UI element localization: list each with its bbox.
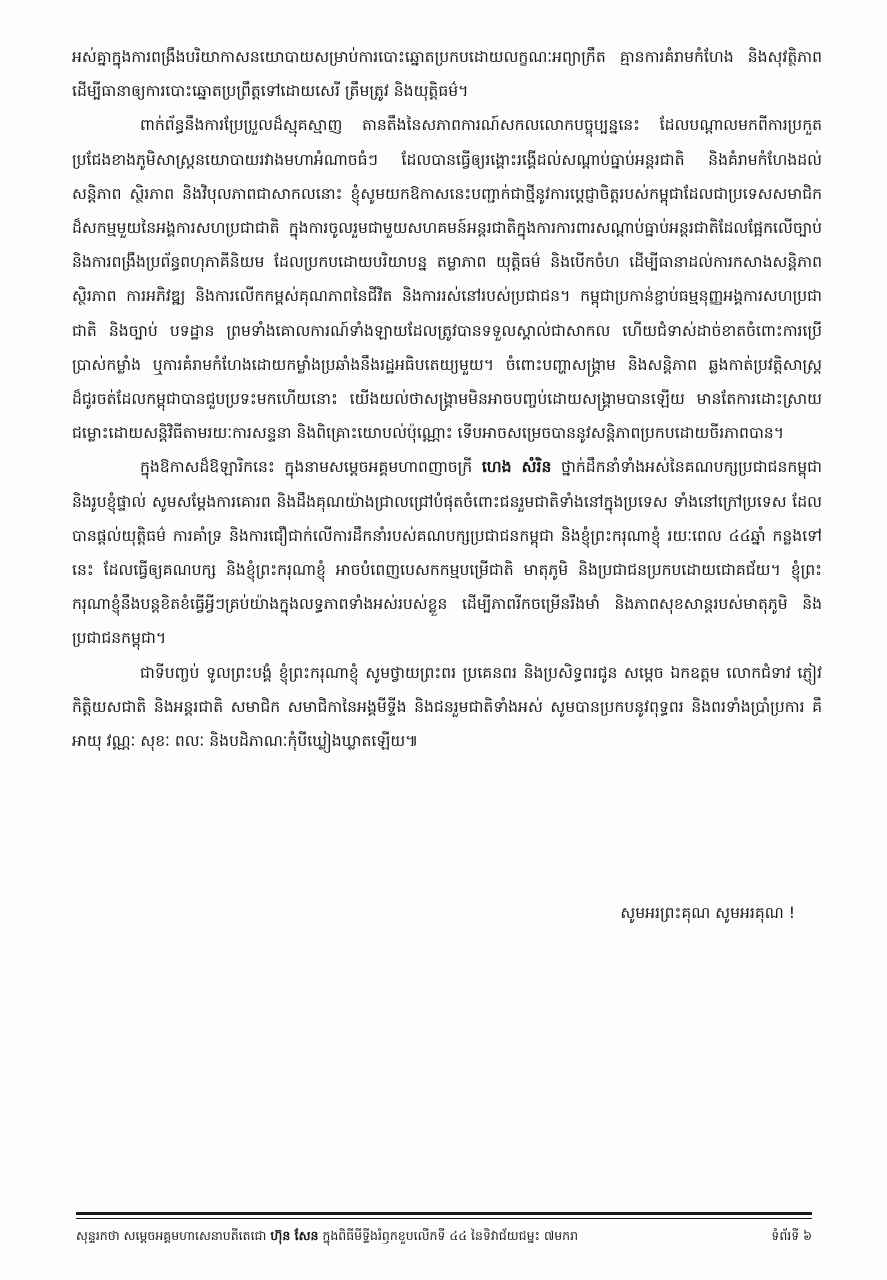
footer-caption bbox=[76, 1224, 578, 1248]
paragraph-1: អស់គ្នាក្នុងការពង្រឹងបរិយាកាសនយោបាយសម្រាប់ការបោះឆ្នោតប្រកបដោយលក្ខណៈអព្យាក្រឹត គ្មានការគំរាមកំហែង និងសុវត្ថិភាព ដើម្បីធានាឲ្យការបោះឆ្នោតប្រព្រឹត្តទៅដោយសេរី ត្រឹមត្រូវ និងយុត្តិធម៌។ bbox=[72, 48, 822, 101]
paragraph-2: ពាក់ព័ន្ធនឹងការប្រែប្រួលដ៏ស្មុគស្មាញ តានតឹងនៃសភាពការណ៍សកលលោកបច្ចុប្បន្ននេះ ដែលបណ្តាលមកពីការប្រកួតប្រជែងខាងភូមិសាស្ត្រនយោបាយរវាងមហាអំណាចធំៗ ដែលបានធ្វើឲ្យរង្គោះរង្គើដល់សណ្តាប់ធ្នាប់អន្តរជាតិ និងគំរាមកំហែងដល់សន្តិភាព ស្ថិរភាព និងវិបុលភាពជាសាកលនោះ ខ្ញុំសូមយកឱកាសនេះបញ្ជាក់ជាថ្មីនូវការប្តេជ្ញាចិត្តរបស់កម្ពុជាដែលជាប្រទេសសមាជិកដ៏សកម្មមួយនៃអង្គការសហប្រជាជាតិ ក្នុងការចូលរួមជាមួយសហគមន៍អន្តរជាតិក្នុងការការពារសណ្តាប់ធ្នាប់អន្តរជាតិដែលផ្អែកលើច្បាប់ និងការពង្រឹងប្រព័ន្ធពហុភាគីនិយម ដែលប្រកបដោយបរិយាបន្ន តម្លាភាព យុត្តិធម៌ និងបើកចំហ ដើម្បីធានាដល់ការកសាងសន្តិភាព ស្ថិរភាព ការអភិវឌ្ឍ និងការលើកកម្ពស់គុណភាពនៃជីវិត និងការរស់នៅរបស់ប្រជាជន។ កម្ពុជាប្រកាន់ខ្ជាប់ធម្មនុញ្ញអង្គការសហប្រជាជាតិ និងច្បាប់ បទដ្ឋាន ព្រមទាំងគោលការណ៍ទាំងឡាយដែលត្រូវបានទទួលស្គាល់ជាសាកល ហើយជំទាស់ដាច់ខាតចំពោះការប្រើប្រាស់កម្លាំង ឬការគំរាមកំហែងដោយកម្លាំងប្រឆាំងនឹងរដ្ឋអធិបតេយ្យមួយ។ ចំពោះបញ្ហាសង្គ្រាម និងសន្តិភាព ឆ្លងកាត់ប្រវត្តិសាស្ត្រដ៏ជូរចត់ដែលកម្ពុជាបានជួបប្រទះមកហើយនោះ យើងយល់ថាសង្គ្រាមមិនអាចបញ្ចប់ដោយសង្គ្រាមបានឡើយ មានតែការដោះស្រាយជម្លោះដោយសន្តិវិធីតាមរយៈការសន្ទនា និងពិគ្រោះយោបល់ប៉ុណ្ណោះ ទើបអាចសម្រេចបាននូវសន្តិភាពប្រកបដោយចីរភាពបាន។ bbox=[72, 116, 822, 443]
document-body bbox=[72, 40, 822, 758]
page-footer bbox=[76, 1224, 812, 1248]
leader-name: ហេង សំរិន bbox=[481, 458, 552, 477]
footer-divider-thin bbox=[76, 1218, 812, 1219]
paragraph-3 bbox=[72, 450, 822, 655]
paragraph-3-intro: ក្នុងឱកាសដ៏ឱឡារិកនេះ ក្នុងនាមសម្តេចអគ្គមហាពញាចក្រី bbox=[140, 458, 473, 477]
footer-caption-end: ក្នុងពិធីមីទ្ទីងរំឭកខួបលើកទី ៤៤ នៃទិវាជ័យជម្នះ ៧មករា bbox=[322, 1228, 579, 1243]
paragraph-4: ជាទីបញ្ចប់ ទូលព្រះបង្គំ ខ្ញុំព្រះករុណាខ្ញុំ សូមថ្វាយព្រះពរ ប្រគេនពរ និងប្រសិទ្ធពរជូន សម្តេច ឯកឧត្តម លោកជំទាវ ភ្ញៀវកិត្តិយសជាតិ និងអន្តរជាតិ សមាជិក សមាជិកានៃអង្គមីទ្ទីង និងជនរួមជាតិទាំងអស់ សូមបានប្រកបនូវពុទ្ធពរ និងពរទាំងប្រាំប្រការ គឺ អាយុ វណ្ណៈ សុខៈ ពលៈ និងបដិភាណៈកុំបីឃ្លៀងឃ្លាតឡើយ៕ bbox=[72, 663, 822, 751]
closing-thanks: សូមអរព្រះគុណ សូមអរគុណ ! bbox=[620, 904, 795, 922]
page-number: ទំព័រទី ៦ bbox=[771, 1228, 812, 1243]
footer-speaker-name: ហ៊ុន សែន bbox=[270, 1228, 319, 1243]
paragraph-3-rest: ថ្នាក់ដឹកនាំទាំងអស់នៃគណបក្សប្រជាជនកម្ពុជា និងរូបខ្ញុំផ្ទាល់ សូមសម្តែងការគោរព និងដឹងគុណយ៉ាងជ្រាលជ្រៅបំផុតចំពោះជនរួមជាតិទាំងនៅក្នុងប្រទេស ទាំងនៅក្រៅប្រទេស ដែលបានផ្តល់យុត្តិធម៌ ការគាំទ្រ និងការជឿជាក់លើការដឹកនាំរបស់គណបក្សប្រជាជនកម្ពុជា និងខ្ញុំព្រះករុណាខ្ញុំ រយៈពេល ៤៤ឆ្នាំ កន្លងទៅនេះ ដែលធ្វើឲ្យគណបក្ស និងខ្ញុំព្រះករុណាខ្ញុំ អាចបំពេញបេសកកម្មបម្រើជាតិ មាតុភូមិ និងប្រជាជនប្រកបដោយជោគជ័យ។ ខ្ញុំព្រះករុណាខ្ញុំនឹងបន្តខិតខំធ្វើអ្វីៗគ្រប់យ៉ាងក្នុងលទ្ធភាពទាំងអស់របស់ខ្លួន ដើម្បីភាពរីកចម្រើនរឹងមាំ និងភាពសុខសាន្តរបស់មាតុភូមិ និងប្រជាជនកម្ពុជា។ bbox=[72, 458, 822, 648]
footer-caption-start: សុន្ទរកថា សម្តេចអគ្គមហាសេនាបតីតេជោ bbox=[76, 1228, 267, 1243]
footer-divider-thick bbox=[76, 1212, 812, 1215]
